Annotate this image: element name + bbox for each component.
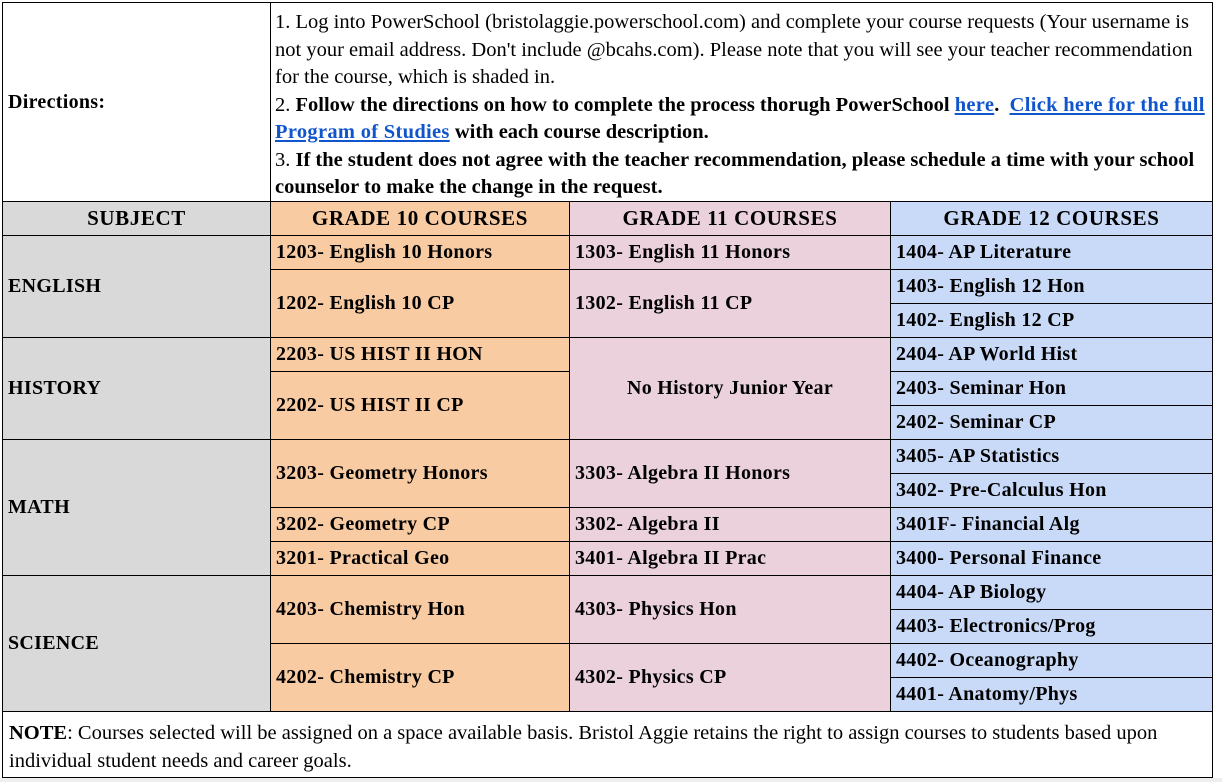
subject-math: MATH bbox=[2, 439, 271, 576]
directions-step-1: 1. Log into PowerSchool (bristolaggie.powerschool.com) and complete your course requests (Your username is not your email address. Don't include @bcahs.com). Please note that you will see your teacher recommendation for the course, which is shaded in. bbox=[275, 11, 1193, 88]
course-cell: 3202- Geometry CP bbox=[270, 507, 570, 542]
course-cell: 1203- English 10 Honors bbox=[270, 235, 570, 270]
step-2-tail: with each course description. bbox=[454, 121, 709, 143]
course-cell: 4401- Anatomy/Phys bbox=[890, 677, 1213, 712]
course-cell: 3400- Personal Finance bbox=[890, 541, 1213, 576]
course-cell: 1402- English 12 CP bbox=[890, 303, 1213, 338]
course-cell: 4202- Chemistry CP bbox=[270, 643, 570, 712]
course-cell-no-history: No History Junior Year bbox=[569, 337, 891, 440]
directions-label: Directions: bbox=[8, 90, 106, 113]
step-3-number: 3. bbox=[275, 148, 291, 171]
course-cell: 3402- Pre-Calculus Hon bbox=[890, 473, 1213, 508]
powerschool-directions-link[interactable]: here bbox=[954, 93, 995, 116]
course-request-sheet bbox=[2, 2, 1213, 778]
directions-label-cell bbox=[2, 2, 271, 202]
course-cell: 4203- Chemistry Hon bbox=[270, 575, 570, 644]
course-cell: 2202- US HIST II CP bbox=[270, 371, 570, 440]
course-cell: 1202- English 10 CP bbox=[270, 269, 570, 338]
course-cell: 2404- AP World Hist bbox=[890, 337, 1213, 372]
course-cell: 4303- Physics Hon bbox=[569, 575, 891, 644]
program-of-studies-link[interactable]: Click here for the full Program of Studies bbox=[275, 93, 1205, 143]
directions-step-2: 2. Follow the directions on how to complete the process thorugh PowerSchool here. Click here for the full Program of Studies with each course description. bbox=[275, 93, 1205, 143]
step-2-number: 2. bbox=[275, 93, 291, 116]
header-subject: SUBJECT bbox=[2, 201, 271, 236]
course-cell: 2402- Seminar CP bbox=[890, 405, 1213, 440]
course-cell: 3401- Algebra II Prac bbox=[569, 541, 891, 576]
subject-history: HISTORY bbox=[2, 337, 271, 440]
course-cell: 4302- Physics CP bbox=[569, 643, 891, 712]
subject-english: ENGLISH bbox=[2, 235, 271, 338]
sheet-bottom-edge bbox=[0, 778, 1222, 782]
course-cell: 3303- Algebra II Honors bbox=[569, 439, 891, 508]
header-grade-11: GRADE 11 COURSES bbox=[569, 201, 891, 236]
course-cell: 1404- AP Literature bbox=[890, 235, 1213, 270]
course-cell: 3302- Algebra II bbox=[569, 507, 891, 542]
directions-step-3 bbox=[275, 147, 1206, 202]
step-3-text: If the student does not agree with the teacher recommendation, please schedule a time with your school counselor to make the change in the request. bbox=[275, 148, 1195, 198]
course-cell: 1303- English 11 Honors bbox=[569, 235, 891, 270]
course-cell: 4402- Oceanography bbox=[890, 643, 1213, 678]
note-label: NOTE bbox=[9, 722, 68, 744]
course-cell: 3401F- Financial Alg bbox=[890, 507, 1213, 542]
course-cell: 2203- US HIST II HON bbox=[270, 337, 570, 372]
header-grade-12: GRADE 12 COURSES bbox=[890, 201, 1213, 236]
course-cell: 3203- Geometry Honors bbox=[270, 439, 570, 508]
course-cell: 3201- Practical Geo bbox=[270, 541, 570, 576]
course-cell: 1403- English 12 Hon bbox=[890, 269, 1213, 304]
header-grade-10: GRADE 10 COURSES bbox=[270, 201, 570, 236]
subject-science: SCIENCE bbox=[2, 575, 271, 712]
course-cell: 3405- AP Statistics bbox=[890, 439, 1213, 474]
course-cell: 4404- AP Biology bbox=[890, 575, 1213, 610]
course-cell: 1302- English 11 CP bbox=[569, 269, 891, 338]
course-cell: 2403- Seminar Hon bbox=[890, 371, 1213, 406]
note-text: : Courses selected will be assigned on a space available basis. Bristol Aggie retains the right to assign courses to students based upon individual student needs and career goals. bbox=[9, 722, 1158, 772]
course-cell: 4403- Electronics/Prog bbox=[890, 609, 1213, 644]
note-cell bbox=[2, 711, 1213, 778]
directions-text-cell bbox=[270, 2, 1213, 202]
step-2-text: Follow the directions on how to complete the process thorugh PowerSchool bbox=[295, 93, 950, 116]
